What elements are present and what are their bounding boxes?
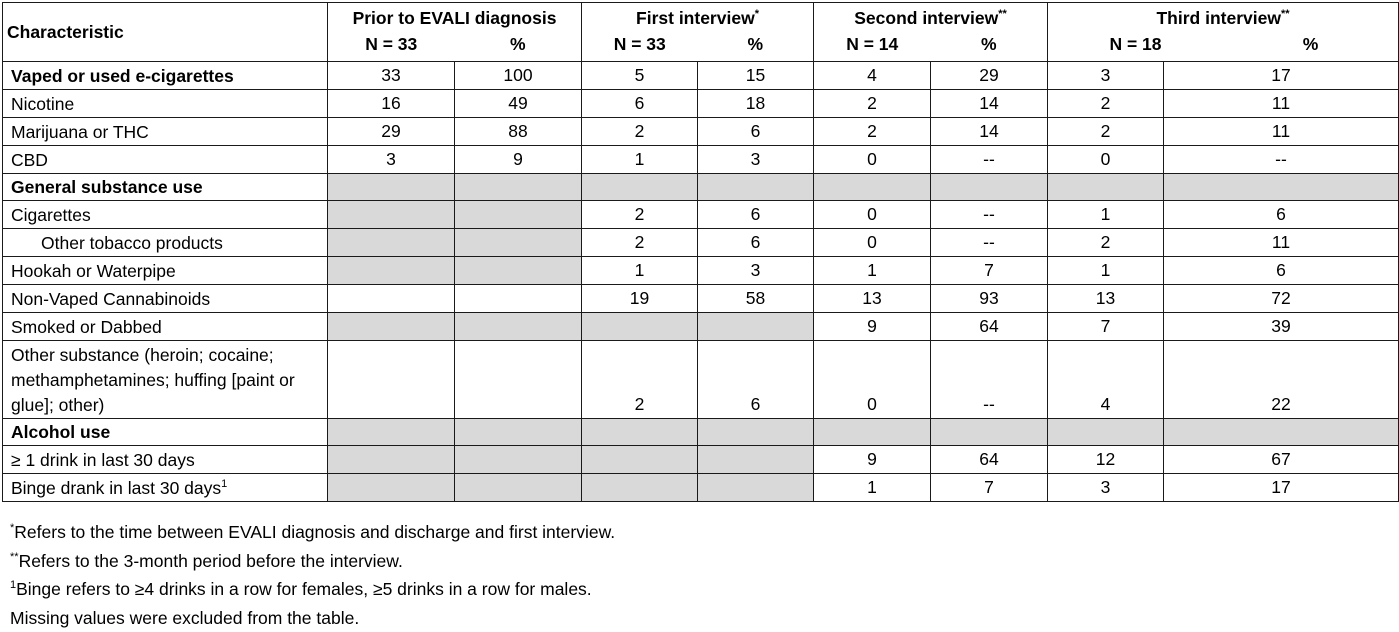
footnote-text: Refers to the 3-month period before the interview. [19, 551, 403, 571]
row-label [3, 341, 328, 419]
footnote-text: Binge refers to ≥4 drinks in a row for females, ≥5 drinks in a row for males. [16, 579, 592, 599]
count-cell: 1 [582, 257, 698, 285]
group-title: Prior to EVALI diagnosis [353, 8, 557, 28]
group-title: Second interview [854, 8, 998, 28]
count-cell: 2 [814, 90, 931, 118]
percent-cell: 11 [1164, 90, 1399, 118]
count-cell: 1 [1048, 257, 1164, 285]
footnotes [10, 518, 615, 632]
row-label-text: Alcohol use [11, 422, 110, 442]
percent-cell: 7 [931, 474, 1048, 502]
table-row [3, 341, 1399, 419]
count-cell [582, 174, 698, 201]
percent-cell [698, 419, 814, 446]
count-cell: 33 [328, 62, 455, 90]
group-n: N = 33 [582, 31, 698, 57]
header-row [3, 3, 1399, 62]
percent-cell: -- [931, 146, 1048, 174]
count-cell: 1 [1048, 201, 1164, 229]
row-label [3, 313, 328, 341]
group-pct: % [1223, 31, 1398, 57]
row-label [3, 146, 328, 174]
percent-cell: 9 [455, 146, 582, 174]
count-cell: 2 [582, 229, 698, 257]
percent-cell: 17 [1164, 474, 1399, 502]
count-cell: 0 [814, 341, 931, 419]
group-header-prior [328, 3, 582, 62]
percent-cell [698, 313, 814, 341]
section-label [3, 62, 328, 90]
percent-cell: -- [931, 229, 1048, 257]
table-row [3, 174, 1399, 201]
count-cell: 4 [1048, 341, 1164, 419]
group-title-sup: ** [998, 8, 1007, 20]
footnote-marker: ** [10, 551, 19, 563]
count-cell: 13 [814, 285, 931, 313]
count-cell [582, 474, 698, 502]
row-label [3, 257, 328, 285]
table-body [3, 62, 1399, 502]
percent-cell [698, 174, 814, 201]
percent-cell: 22 [1164, 341, 1399, 419]
percent-cell: 7 [931, 257, 1048, 285]
group-header-second [814, 3, 1048, 62]
count-cell: 12 [1048, 446, 1164, 474]
percent-cell: 64 [931, 446, 1048, 474]
table-row [3, 257, 1399, 285]
percent-cell [455, 341, 582, 419]
table-row [3, 229, 1399, 257]
percent-cell: 3 [698, 146, 814, 174]
group-title: Third interview [1156, 8, 1280, 28]
percent-cell [455, 201, 582, 229]
count-cell: 0 [814, 229, 931, 257]
characteristic-header: Characteristic [3, 3, 328, 62]
count-cell [328, 201, 455, 229]
group-title-sup: * [755, 8, 759, 20]
count-cell [328, 419, 455, 446]
count-cell: 2 [1048, 118, 1164, 146]
group-header-third [1048, 3, 1399, 62]
count-cell [328, 474, 455, 502]
row-label-text: Smoked or Dabbed [11, 317, 162, 337]
row-label-text: Cigarettes [11, 205, 91, 225]
group-pct: % [931, 31, 1048, 57]
group-pct: % [455, 31, 582, 57]
table-row [3, 474, 1399, 502]
percent-cell [455, 285, 582, 313]
count-cell: 0 [814, 146, 931, 174]
footnote [10, 604, 615, 632]
count-cell [328, 341, 455, 419]
footnote-text: Refers to the time between EVALI diagnosis and discharge and first interview. [14, 522, 615, 542]
group-title-sup: ** [1281, 8, 1290, 20]
percent-cell: -- [1164, 146, 1399, 174]
footnote-marker: * [10, 522, 14, 534]
count-cell: 1 [814, 257, 931, 285]
footnote-text: Missing values were excluded from the table. [10, 608, 359, 628]
row-label-text: Marijuana or THC [11, 122, 149, 142]
table-row [3, 285, 1399, 313]
table-row [3, 419, 1399, 446]
count-cell [582, 419, 698, 446]
percent-cell: 15 [698, 62, 814, 90]
count-cell: 3 [1048, 474, 1164, 502]
table-row [3, 201, 1399, 229]
row-label-text: Other tobacco products [41, 233, 223, 253]
group-header-first [582, 3, 814, 62]
percent-cell [931, 419, 1048, 446]
count-cell: 1 [582, 146, 698, 174]
table-row [3, 146, 1399, 174]
percent-cell: 11 [1164, 229, 1399, 257]
count-cell [328, 446, 455, 474]
row-label-text: General substance use [11, 177, 203, 197]
percent-cell: 39 [1164, 313, 1399, 341]
row-label-text: Nicotine [11, 94, 74, 114]
percent-cell [1164, 174, 1399, 201]
percent-cell: 72 [1164, 285, 1399, 313]
percent-cell: 14 [931, 90, 1048, 118]
percent-cell [455, 474, 582, 502]
percent-cell: 18 [698, 90, 814, 118]
percent-cell [931, 174, 1048, 201]
count-cell: 2 [582, 341, 698, 419]
count-cell: 2 [582, 118, 698, 146]
row-label [3, 229, 328, 257]
row-label [3, 118, 328, 146]
table-row [3, 118, 1399, 146]
count-cell: 2 [582, 201, 698, 229]
count-cell: 0 [1048, 146, 1164, 174]
count-cell [328, 257, 455, 285]
section-label [3, 174, 328, 201]
percent-cell: 6 [1164, 257, 1399, 285]
count-cell: 16 [328, 90, 455, 118]
row-label-text: Non-Vaped Cannabinoids [11, 289, 210, 309]
count-cell [328, 313, 455, 341]
count-cell [328, 229, 455, 257]
count-cell: 3 [328, 146, 455, 174]
group-n: N = 14 [814, 31, 931, 57]
row-label-text: CBD [11, 150, 48, 170]
percent-cell [698, 474, 814, 502]
footnote [10, 547, 615, 576]
group-n: N = 18 [1048, 31, 1223, 57]
percent-cell [698, 446, 814, 474]
percent-cell: 88 [455, 118, 582, 146]
footnote-marker: 1 [10, 579, 16, 591]
count-cell: 0 [814, 201, 931, 229]
row-label-text: Vaped or used e-cigarettes [11, 66, 234, 86]
count-cell: 2 [814, 118, 931, 146]
group-n: N = 33 [328, 31, 455, 57]
table-row [3, 90, 1399, 118]
percent-cell: 58 [698, 285, 814, 313]
percent-cell: 100 [455, 62, 582, 90]
count-cell: 2 [1048, 90, 1164, 118]
percent-cell: 6 [698, 229, 814, 257]
percent-cell: 29 [931, 62, 1048, 90]
percent-cell [455, 446, 582, 474]
percent-cell: 6 [698, 201, 814, 229]
percent-cell [1164, 419, 1399, 446]
percent-cell: 6 [1164, 201, 1399, 229]
count-cell: 1 [814, 474, 931, 502]
percent-cell: 14 [931, 118, 1048, 146]
percent-cell: -- [931, 341, 1048, 419]
percent-cell: 3 [698, 257, 814, 285]
percent-cell: -- [931, 201, 1048, 229]
count-cell [582, 446, 698, 474]
row-label-sup: 1 [221, 478, 227, 490]
count-cell: 13 [1048, 285, 1164, 313]
percent-cell: 67 [1164, 446, 1399, 474]
count-cell: 4 [814, 62, 931, 90]
count-cell [814, 419, 931, 446]
row-label [3, 474, 328, 502]
substance-use-table [2, 2, 1399, 502]
count-cell [1048, 419, 1164, 446]
table-row [3, 446, 1399, 474]
row-label-text: ≥ 1 drink in last 30 days [11, 450, 195, 470]
count-cell [1048, 174, 1164, 201]
percent-cell: 64 [931, 313, 1048, 341]
table-row [3, 313, 1399, 341]
row-label-text: Other substance (heroin; cocaine; methamphetamines; huffing [paint or glue]; other) [11, 345, 295, 415]
count-cell: 5 [582, 62, 698, 90]
percent-cell: 93 [931, 285, 1048, 313]
percent-cell [455, 257, 582, 285]
count-cell: 9 [814, 446, 931, 474]
count-cell: 19 [582, 285, 698, 313]
row-label-text: Hookah or Waterpipe [11, 261, 176, 281]
count-cell [328, 285, 455, 313]
row-label-text: Binge drank in last 30 days [11, 478, 221, 498]
footnote [10, 518, 615, 547]
count-cell [582, 313, 698, 341]
percent-cell: 17 [1164, 62, 1399, 90]
percent-cell: 6 [698, 341, 814, 419]
count-cell: 2 [1048, 229, 1164, 257]
percent-cell: 6 [698, 118, 814, 146]
count-cell [328, 174, 455, 201]
percent-cell [455, 174, 582, 201]
row-label [3, 90, 328, 118]
row-label [3, 201, 328, 229]
count-cell: 29 [328, 118, 455, 146]
table-row [3, 62, 1399, 90]
section-label [3, 419, 328, 446]
percent-cell: 49 [455, 90, 582, 118]
footnote [10, 575, 615, 604]
group-title: First interview [636, 8, 755, 28]
count-cell: 6 [582, 90, 698, 118]
count-cell [814, 174, 931, 201]
count-cell: 3 [1048, 62, 1164, 90]
count-cell: 7 [1048, 313, 1164, 341]
row-label [3, 285, 328, 313]
percent-cell [455, 419, 582, 446]
percent-cell [455, 229, 582, 257]
percent-cell: 11 [1164, 118, 1399, 146]
percent-cell [455, 313, 582, 341]
row-label [3, 446, 328, 474]
group-pct: % [698, 31, 814, 57]
count-cell: 9 [814, 313, 931, 341]
